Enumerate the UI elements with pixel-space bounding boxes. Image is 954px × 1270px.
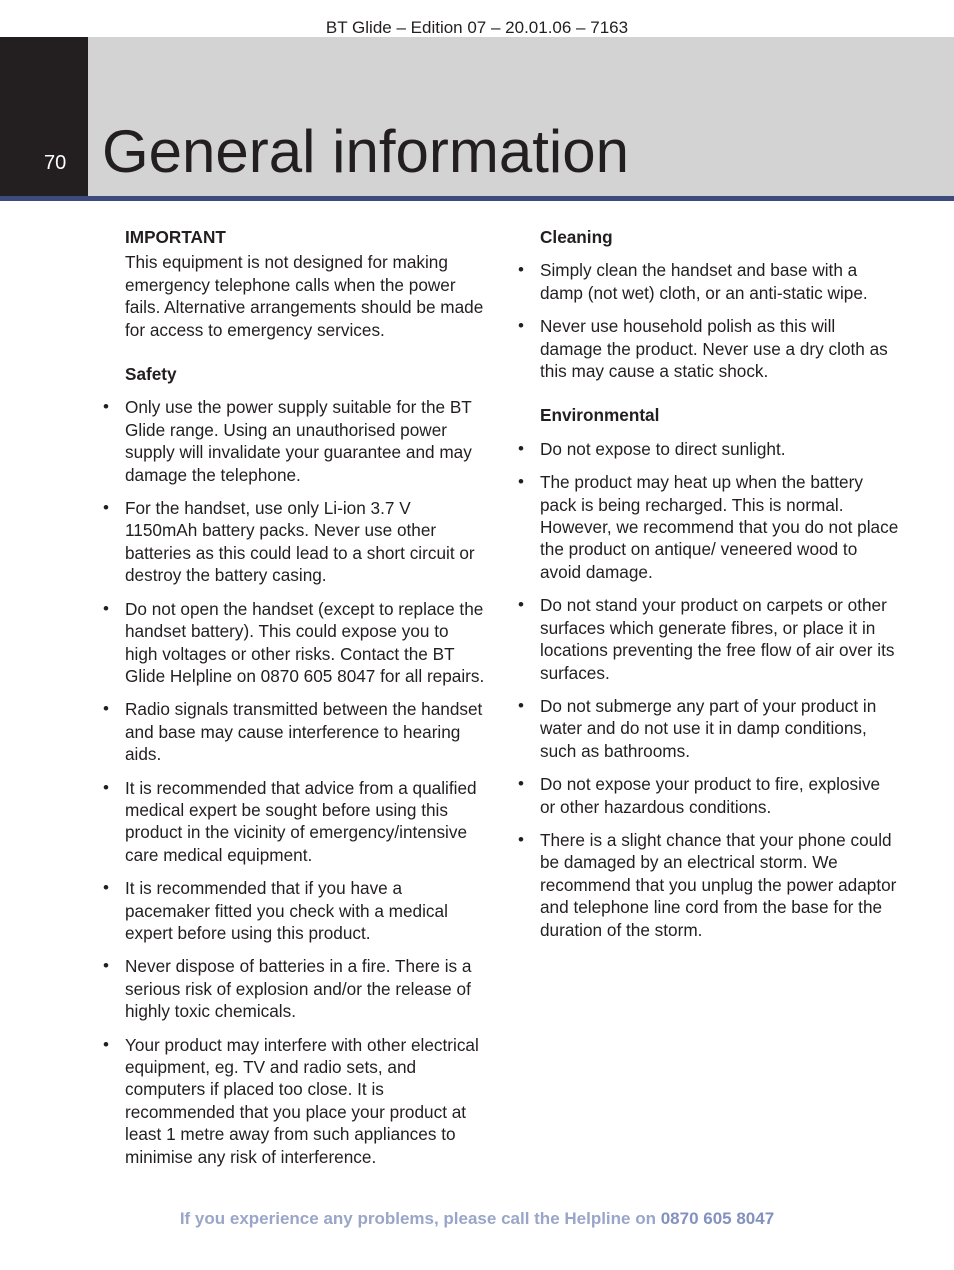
environmental-item: • There is a slight chance that your phone could be damaged by an electrical storm. We recommend that you unplug the power adaptor and telephone line cord from the base for the duration of the storm. xyxy=(540,829,900,941)
safety-item: • It is recommended that advice from a qualified medical expert be sought before using this product in the vicinity of emergency/intensive care medical equipment. xyxy=(125,777,485,867)
cleaning-heading: Cleaning xyxy=(540,227,613,247)
safety-heading: Safety xyxy=(125,364,177,385)
environmental-item: • Do not expose to direct sunlight. xyxy=(540,438,900,460)
left-column xyxy=(125,226,485,1190)
safety-item: • Only use the power supply suitable for the BT Glide range. Using an unauthorised power supply will invalidate your guarantee and may damage the telephone. xyxy=(125,396,485,486)
important-text: This equipment is not designed for making emergency telephone calls when the power fails. Alternative arrangements should be made for access to emergency services. xyxy=(125,252,484,340)
safety-item: • Radio signals transmitted between the handset and base may cause interference to hearing aids. xyxy=(125,698,485,765)
cleaning-list xyxy=(540,259,900,382)
environmental-list xyxy=(540,438,900,941)
safety-item: • For the handset, use only Li-ion 3.7 V 1150mAh battery packs. Never use other batteries as this could lead to a short circuit or destroy the battery casing. xyxy=(125,497,485,587)
environmental-item: • Do not expose your product to fire, explosive or other hazardous conditions. xyxy=(540,773,900,818)
safety-list xyxy=(125,396,485,1168)
environmental-item: • Do not stand your product on carpets or other surfaces which generate fibres, or place it in locations preventing the free flow of air over its surfaces. xyxy=(540,594,900,684)
environmental-heading: Environmental xyxy=(540,405,660,426)
safety-item: • Do not open the handset (except to replace the handset battery). This could expose you to high voltages or other risks. Contact the BT Glide Helpline on 0870 605 8047 for all repairs. xyxy=(125,598,485,688)
edition-line: BT Glide – Edition 07 – 20.01.06 – 7163 xyxy=(325,18,629,37)
important-heading: IMPORTANT xyxy=(125,227,226,247)
page-title: General information xyxy=(102,118,629,185)
cleaning-item: • Simply clean the handset and base with a damp (not wet) cloth, or an anti-static wipe. xyxy=(540,259,900,304)
safety-item: • Never dispose of batteries in a fire. There is a serious risk of explosion and/or the release of highly toxic chemicals. xyxy=(125,955,485,1022)
page-number: 70 xyxy=(44,152,67,174)
environmental-item: • The product may heat up when the battery pack is being recharged. This is normal. However, we recommend that you do not place the product on antique/ veneered wood to avoid damage. xyxy=(540,471,900,583)
right-column xyxy=(540,226,900,963)
footer-helpline xyxy=(0,1209,954,1229)
environmental-item: • Do not submerge any part of your product in water and do not use it in damp conditions, such as bathrooms. xyxy=(540,695,900,762)
footer-text: If you experience any problems, please call the Helpline on xyxy=(179,1209,661,1228)
footer-phone: 0870 605 8047 xyxy=(660,1209,775,1228)
header-rule xyxy=(0,196,954,201)
safety-item: • It is recommended that if you have a pacemaker fitted you check with a medical expert before using this product. xyxy=(125,877,485,944)
safety-item: • Your product may interfere with other electrical equipment, eg. TV and radio sets, and computers if placed too close. It is recommended that you place your product at least 1 metre away from such appliances to minimise any risk of interference. xyxy=(125,1034,485,1168)
cleaning-item: • Never use household polish as this will damage the product. Never use a dry cloth as this may cause a static shock. xyxy=(540,315,900,382)
